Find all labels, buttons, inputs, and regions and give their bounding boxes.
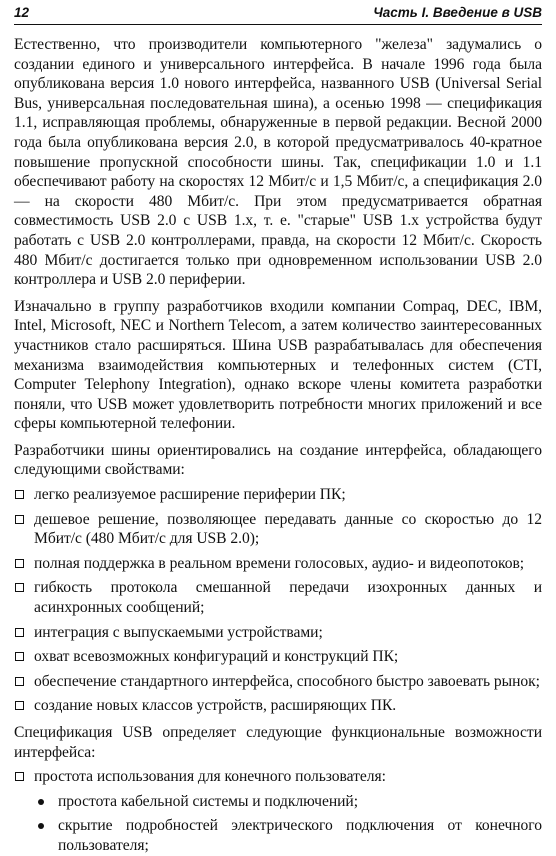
paragraph-usb-history: Естественно, что производители компьютерного "железа" задумались о создании единого и универсального интерфейса. В начале 1996 года была опубликована версия 1.0 нового интерфейса, названного USB (Universal Serial Bus, универсальная последовательная шина), а осенью 1998 — спецификация 1.1, исправляющая проблемы, обнаруженные в первой редакции. Весной 2000 года была опубликована версия 2.0, в которой предусматривалось 40-кратное повышение пропускной способности шины. Так, спецификации 1.0 и 1.1 обеспечивают работу на скоростях 12 Мбит/с и 1,5 Мбит/с, а спецификация 2.0 — на скорости 480 Мбит/с. При этом предусматривается обратная совместимость USB 2.0 с USB 1.x, т. е. "старые" USB 1.x устройства будут работать с USB 2.0 контроллерами, правда, на скорости 12 Мбит/с. Скорость 480 Мбит/с достигается только при одновременном использовании USB 2.0 контроллера и USB 2.0 периферии. — [14, 36, 542, 289]
sublist-item-text: простота кабельной системы и подключений; — [58, 792, 358, 810]
list-item-text: создание новых классов устройств, расширяющих ПК. — [34, 697, 397, 715]
paragraph-developers: Изначально в группу разработчиков входили компании Compaq, DEC, IBM, Intel, Microsoft, NEC и Northern Telecom, а затем количество заинтересованных участников стало расширяться. Шина USB разрабатывалась для обеспечения механизма взаимодействия компьютерных и телефонных систем (CTI, Computer Telephony Integration), однако вскоре члены комитета разработки поняли, что USB может удовлетворить потребности многих приложений и все сферы компьютерной телефонии. — [14, 297, 542, 433]
page-number: 12 — [14, 5, 30, 20]
chapter-title: Часть I. Введение в USB — [373, 5, 542, 20]
page-body — [14, 35, 542, 856]
properties-list — [14, 485, 542, 716]
list-item — [14, 485, 542, 505]
list-item — [14, 554, 542, 574]
list-item-text: обеспечение стандартного интерфейса, способного быстро завоевать рынок; — [34, 672, 540, 690]
list-item-text: полная поддержка в реальном времени голосовых, аудио- и видеопотоков; — [34, 554, 525, 572]
sublist-item-text: скрытие подробностей электрического подключения от конечного пользователя; — [58, 817, 542, 854]
square-bullet-icon — [15, 701, 24, 710]
round-bullet-icon — [38, 823, 44, 829]
paragraph-properties-intro: Разработчики шины ориентировались на создание интерфейса, обладающего следующими свойствами: — [14, 441, 542, 479]
list-item-text: легко реализуемое расширение периферии ПК; — [34, 486, 346, 504]
list-item — [14, 578, 542, 617]
list-item-text: простота использования для конечного пользователя: — [34, 768, 386, 786]
list-item-text: гибкость протокола смешанной передачи изохронных данных и асинхронных сообщений; — [34, 579, 542, 617]
square-bullet-icon — [15, 515, 24, 524]
paragraph-features-intro: Спецификация USB определяет следующие функциональные возможности интерфейса: — [14, 724, 542, 761]
list-item-text: дешевое решение, позволяющее передавать данные со скоростью до 12 Мбит/с (480 Мбит/с для USB 2.0); — [34, 510, 542, 548]
square-bullet-icon — [15, 583, 24, 592]
square-bullet-icon — [15, 490, 24, 499]
features-sublist — [14, 792, 542, 856]
square-bullet-icon — [15, 559, 24, 568]
page-header — [14, 2, 542, 25]
square-bullet-icon — [15, 772, 24, 781]
list-item — [14, 672, 542, 692]
sublist-item — [14, 816, 542, 855]
list-item-text: интеграция с выпускаемыми устройствами; — [34, 623, 323, 641]
square-bullet-icon — [15, 677, 24, 686]
list-item — [14, 623, 542, 643]
square-bullet-icon — [15, 652, 24, 661]
list-item — [14, 767, 542, 787]
list-item — [14, 510, 542, 549]
list-item — [14, 647, 542, 667]
features-list — [14, 767, 542, 787]
square-bullet-icon — [15, 628, 24, 637]
list-item-text: охват всевозможных конфигураций и конструкций ПК; — [34, 648, 399, 666]
sublist-item — [14, 792, 542, 812]
list-item — [14, 696, 542, 716]
